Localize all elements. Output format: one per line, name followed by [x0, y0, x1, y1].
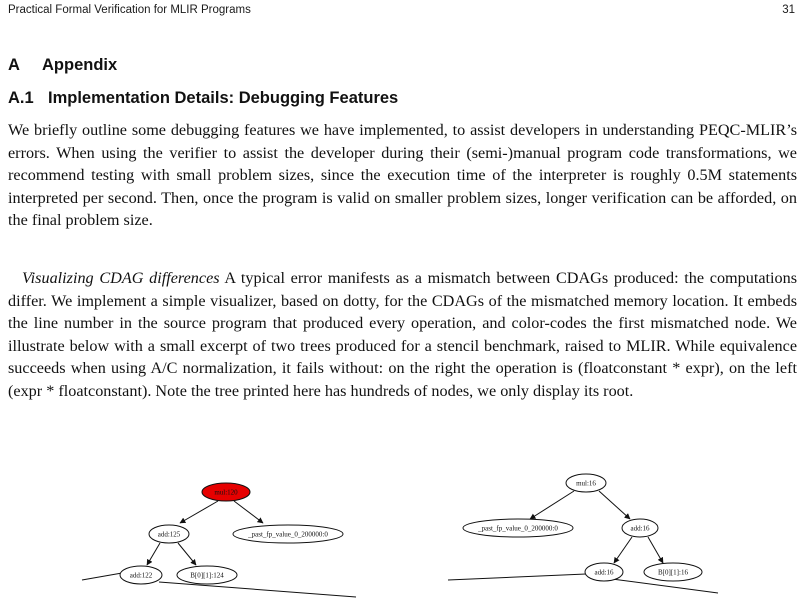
cdag-figure-svg — [0, 470, 805, 604]
subsection-number: A.1 — [8, 89, 34, 107]
node-label: B[0][1]:16 — [658, 568, 688, 577]
subsection-title: Implementation Details: Debugging Features — [48, 89, 399, 107]
section-heading — [8, 56, 117, 75]
edge-right-child-to-grandchild-left — [614, 537, 632, 563]
node-label: mul:120 — [214, 488, 238, 497]
subsection-heading — [8, 89, 398, 108]
cdag-figure — [0, 470, 805, 604]
right-cdag-tree — [448, 474, 718, 593]
node-label: add:16 — [594, 568, 614, 577]
edge-right-root-to-child-left — [530, 491, 574, 519]
left-cdag-tree — [82, 483, 356, 597]
running-head — [8, 4, 795, 22]
node-label: add:16 — [630, 524, 650, 533]
section-title: Appendix — [42, 56, 118, 74]
node-label: _past_fp_value_0_200000:0 — [248, 530, 328, 539]
edge-left-root-to-child-left — [180, 501, 218, 523]
edge-right-child-to-grandchild-right — [648, 537, 663, 563]
edge-left-child-to-grandchild-left — [147, 543, 160, 565]
section-number: A — [8, 56, 20, 74]
node-label: _past_fp_value_0_200000:0 — [478, 524, 558, 533]
node-label: mul:16 — [576, 479, 596, 488]
paragraph-body: A typical error manifests as a mismatch between CDAGs produced: the computations differ. We implement a simple visualizer, based on dotty, for the CDAGs of the mismatched memory location. It embeds the line number in the source program that produced every operation, and color-codes the first mismatched node. We illustrate below with a small excerpt of two trees produced for a stencil benchmark, raised to MLIR. While equivalence succeeds when using A/C normalization, it fails without: on the right the operation is (floatconstant * expr), on the left (expr * floatconstant). Note the tree printed here has hundreds of nodes, we only display its root. — [8, 269, 797, 400]
edge-left-child-to-grandchild-right — [178, 543, 196, 565]
page-number: 31 — [782, 4, 795, 16]
edge-right-grandchild-out-left — [448, 574, 586, 580]
running-head-title: Practical Formal Verification for MLIR Programs — [8, 4, 251, 16]
node-label: add:125 — [157, 530, 181, 539]
paragraph-run-in-heading: Visualizing CDAG differences — [22, 269, 220, 287]
node-label: B[0][1]:124 — [190, 571, 224, 580]
edge-left-grandchild-out-right — [159, 582, 356, 597]
edge-left-grandchild-out-left — [82, 573, 122, 580]
paragraph-debugging-overview: We briefly outline some debugging features we have implemented, to assist developers in understanding PEQC-MLIR’s errors. When using the verifier to assist the developer during their (semi-)manual program code transformations, we recommend testing with small problem sizes, since the execution time of the interpreter is roughly 0.5M statements interpreted per second. Then, once the program is valid on smaller problem sizes, longer verification can be afforded, on the final problem size. — [8, 121, 797, 229]
edge-right-root-to-child-right — [599, 491, 630, 519]
paragraph-visualizing-cdag — [8, 267, 797, 402]
edge-left-root-to-child-right — [234, 501, 263, 523]
node-label: add:122 — [129, 571, 153, 580]
